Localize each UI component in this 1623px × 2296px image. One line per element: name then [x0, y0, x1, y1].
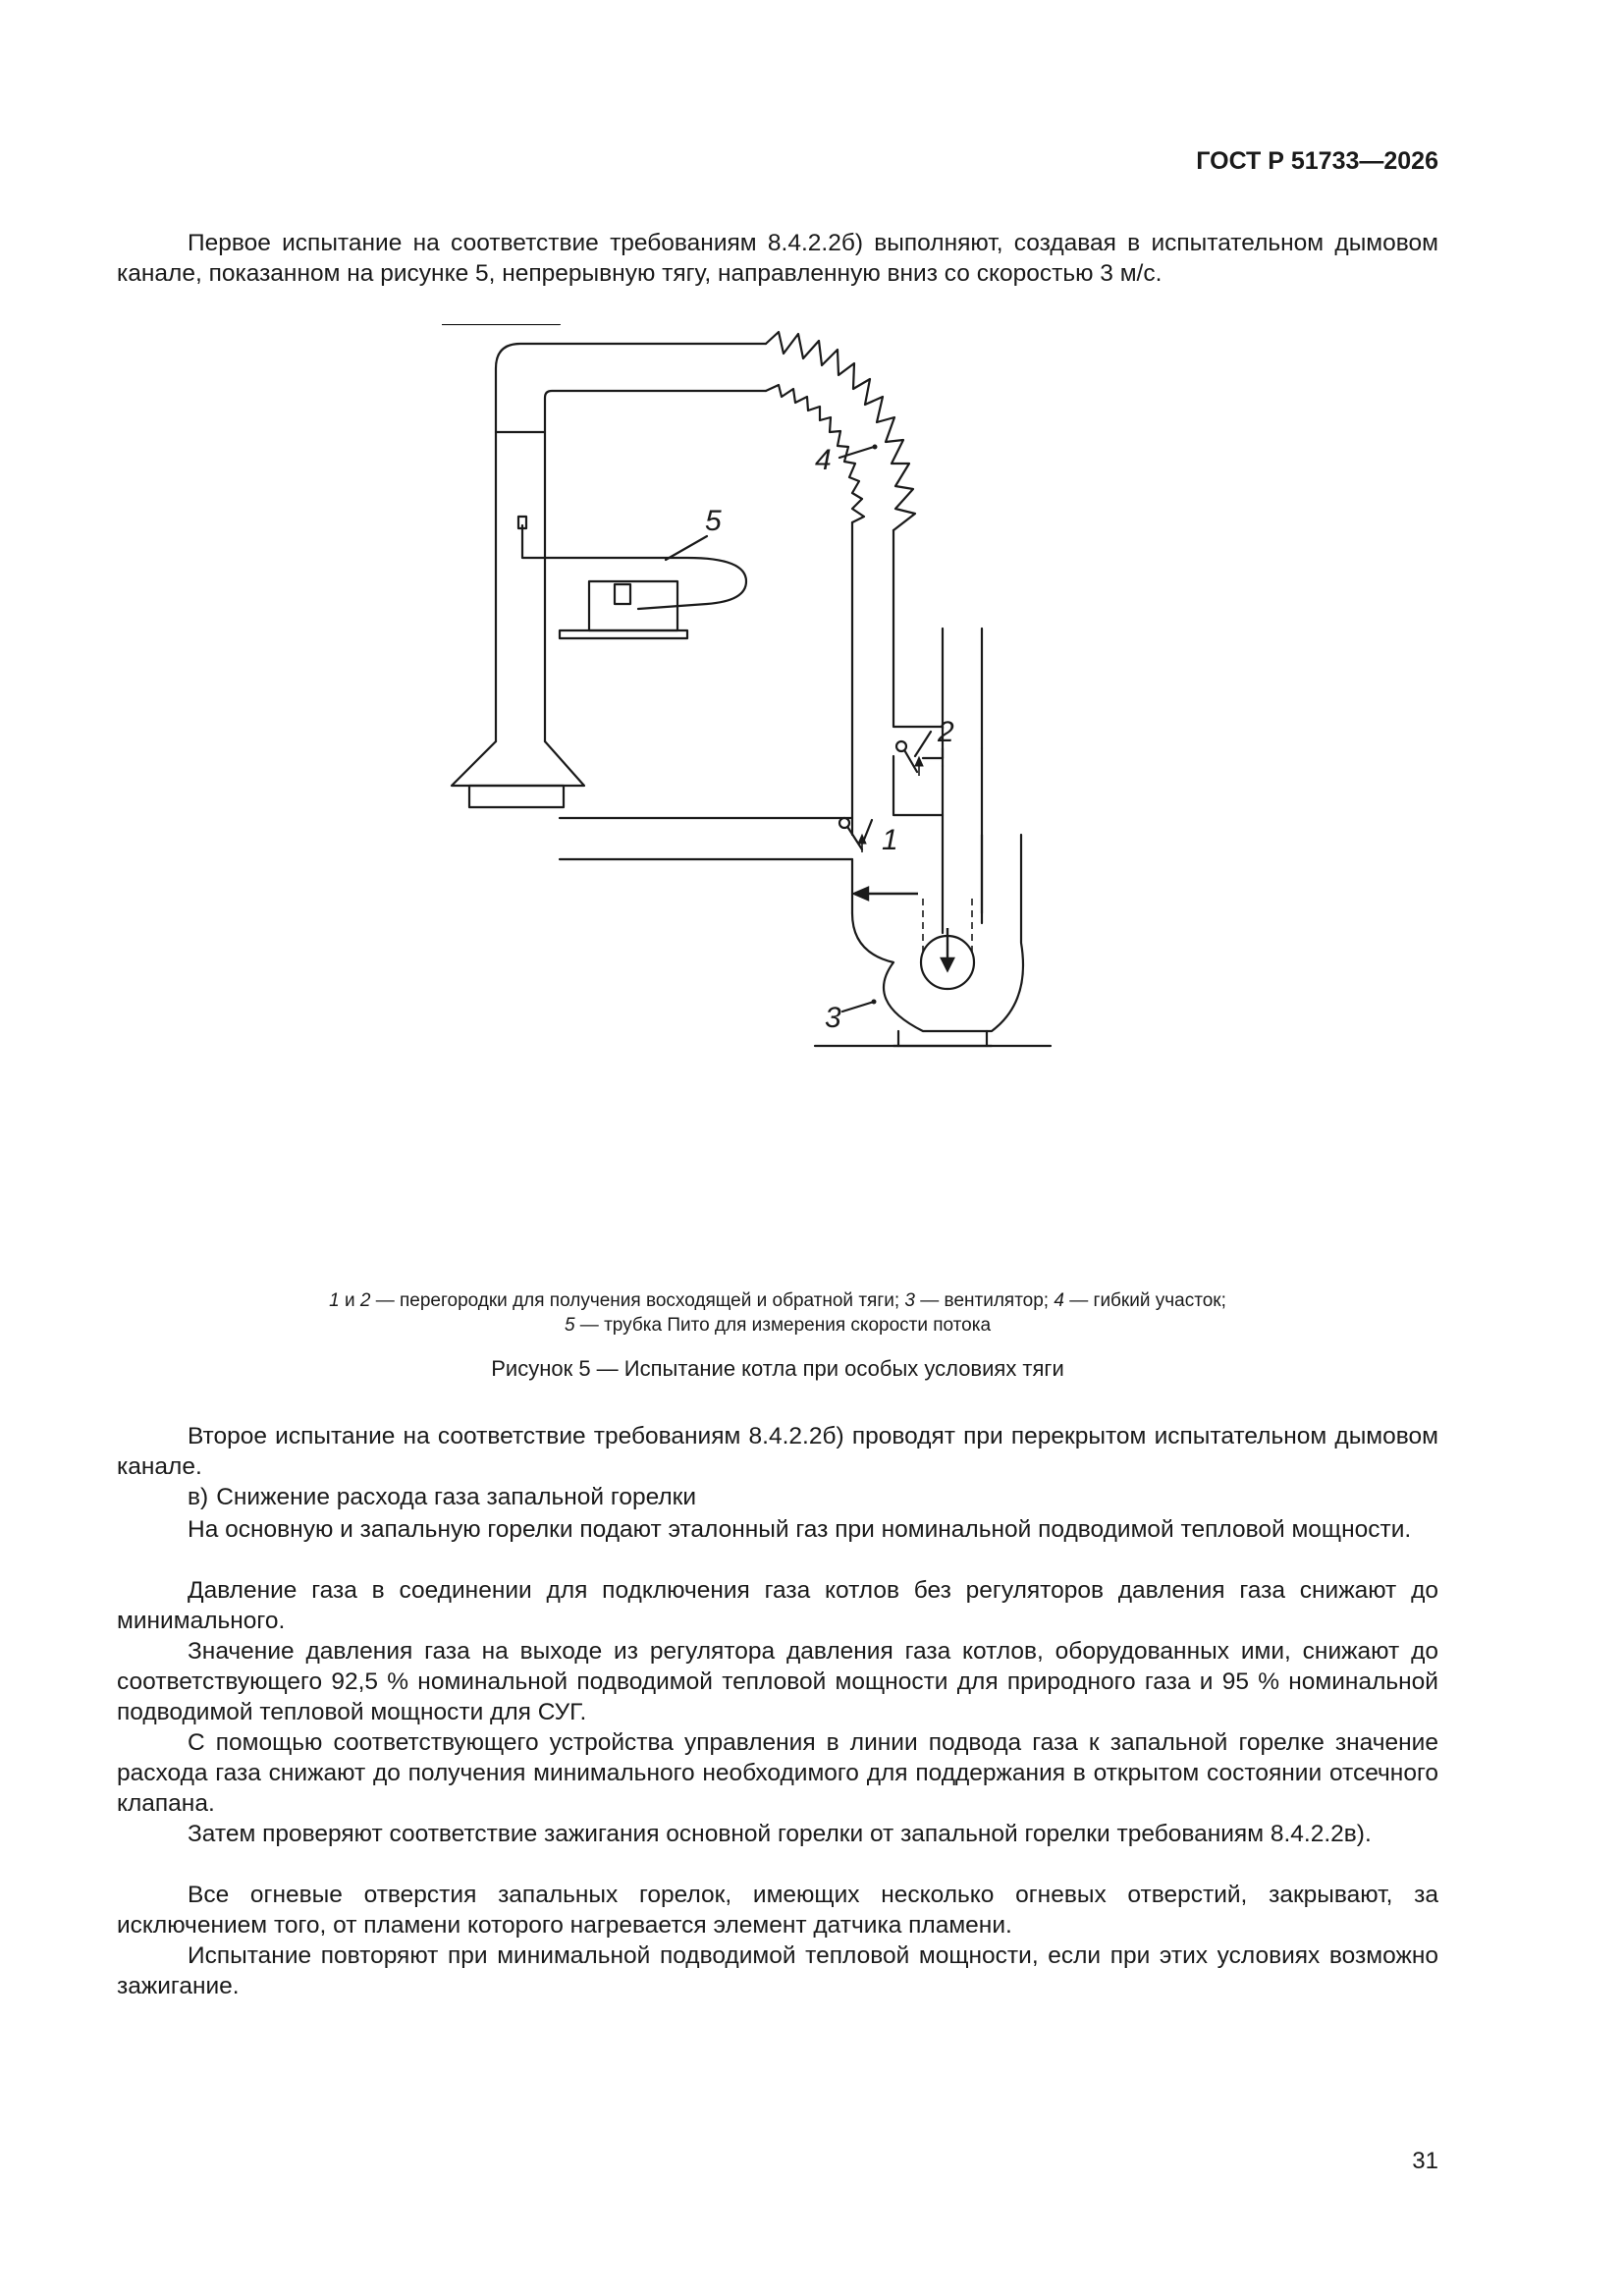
document-header: ГОСТ Р 51733—2026: [1196, 147, 1438, 175]
figure-legend: [117, 1288, 1438, 1338]
paragraph-burner-ports: Все огневые отверстия запальных горелок, имеющих несколько огневых отверстий, закрывают, за исключением того, от пламени которого нагревается элемент датчика пламени.: [117, 1882, 1438, 1939]
label-5: 5: [705, 505, 722, 537]
pipe-inner: [545, 391, 766, 741]
baffle-1: [846, 825, 862, 849]
page-number: 31: [1412, 2148, 1438, 2174]
legend-num-3: 3: [904, 1290, 915, 1311]
figure-5-diagram: [442, 324, 1149, 1267]
figure-caption: Рисунок 5 — Испытание котла при особых условиях тяги: [491, 1356, 1064, 1381]
list-item-text: Снижение расхода газа запальной горелки: [216, 1484, 697, 1510]
label-2: 2: [938, 716, 954, 748]
paragraph-ignition-check: Затем проверяют соответствие зажигания основной горелки от запальной горелки требованиям 8.4.2.2в).: [188, 1821, 1372, 1847]
intro-paragraph: Первое испытание на соответствие требованиям 8.4.2.2б) выполняют, создавая в испытательном дымовом канале, показанном на рисунке 5, непрерывную тягу, направленную вниз со скоростью 3 м/с.: [117, 230, 1438, 287]
paragraph-control-device: С помощью соответствующего устройства управления в линии подвода газа к запальной горелке значение расхода газа снижают до получения минимального необходимого для поддержания в открытом состоянии отсечного клапана.: [117, 1729, 1438, 1817]
legend-num-2: 2: [359, 1290, 371, 1311]
legend-line-2: [117, 1313, 1438, 1338]
legend-line-1: [117, 1288, 1438, 1313]
paragraph-reference-gas: На основную и запальную горелки подают эталонный газ при номинальной подводимой тепловой мощности.: [188, 1516, 1412, 1543]
legend-num-1: 1: [329, 1290, 340, 1311]
legend-num-4: 4: [1054, 1290, 1064, 1311]
legend-and: и: [339, 1290, 360, 1311]
legend-num-5: 5: [564, 1315, 575, 1336]
legend-text-3: — гибкий участок;: [1063, 1290, 1226, 1311]
arrow-up-2: [915, 757, 923, 766]
label-4: 4: [815, 444, 832, 476]
baffle-2: [903, 748, 917, 772]
label-3: 3: [825, 1002, 841, 1034]
fan-volute: [852, 835, 1023, 1031]
paragraph-repeat-test: Испытание повторяют при минимальной подводимой тепловой мощности, если при этих условиях возможно зажигание.: [117, 1942, 1438, 1999]
paragraph-pressure-reduction: Давление газа в соединении для подключения газа котлов без регуляторов давления газа снижают до минимального.: [117, 1577, 1438, 1634]
list-item-v: [117, 1482, 1438, 1512]
pitot-tube: [522, 525, 746, 609]
flue-test-schematic: [442, 324, 1149, 1267]
side-inlet: [560, 818, 852, 859]
legend-text-2: — вентилятор;: [915, 1290, 1055, 1311]
paragraph-second-test: Второе испытание на соответствие требованиям 8.4.2.2б) проводят при перекрытом испытательном дымовом канале.: [117, 1423, 1438, 1480]
label-1: 1: [882, 824, 898, 856]
paragraph-regulator-output: Значение давления газа на выходе из регулятора давления газа котлов, оборудованных ими, снижают до соответствующего 92,5 % номинальной подводимой тепловой мощности для природного газа и 95 % номинальной подводимой тепловой мощности для СУГ.: [117, 1638, 1438, 1725]
manometer: [589, 581, 677, 630]
pipe-outer: [496, 344, 766, 741]
legend-text-5: — трубка Пито для измерения скорости потока: [574, 1315, 992, 1336]
legend-text-1: — перегородки для получения восходящей и обратной тяги;: [370, 1290, 905, 1311]
list-marker: в): [188, 1484, 209, 1510]
vertical-duct-right: [893, 530, 943, 727]
hood: [452, 741, 584, 786]
